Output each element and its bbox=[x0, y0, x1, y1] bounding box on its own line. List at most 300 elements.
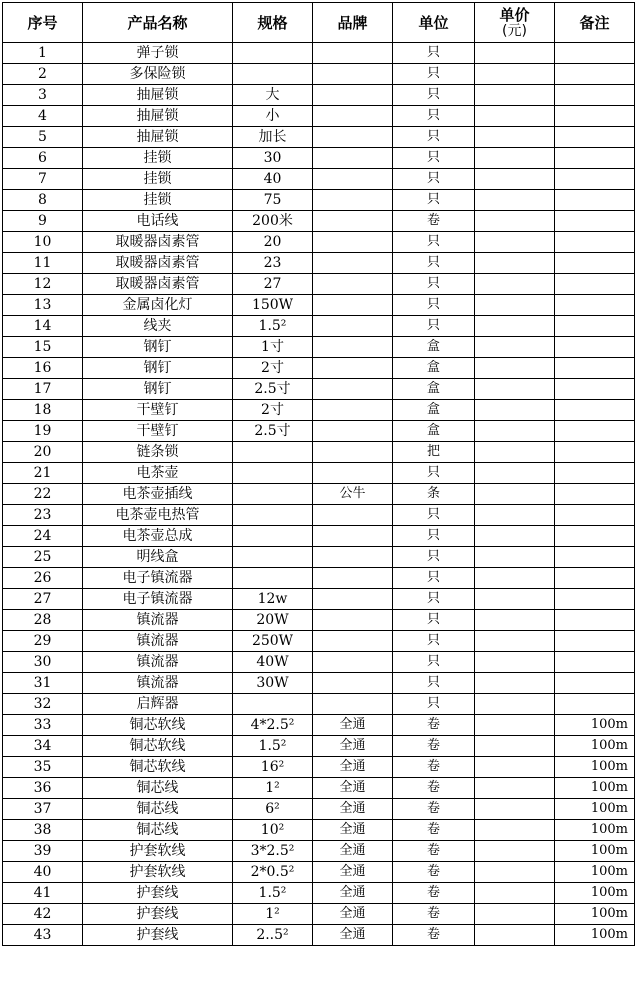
cell-unit-price bbox=[475, 190, 555, 211]
table-row bbox=[3, 820, 635, 841]
cell-remark bbox=[555, 169, 635, 190]
cell-seq: 27 bbox=[3, 589, 83, 610]
table-row bbox=[3, 64, 635, 85]
table-row bbox=[3, 127, 635, 148]
cell-unit-price bbox=[475, 337, 555, 358]
cell-spec bbox=[233, 463, 313, 484]
cell-product-name: 电子镇流器 bbox=[83, 589, 233, 610]
table-row bbox=[3, 925, 635, 946]
cell-remark bbox=[555, 253, 635, 274]
cell-brand bbox=[313, 610, 393, 631]
cell-unit: 只 bbox=[393, 652, 475, 673]
cell-unit: 只 bbox=[393, 463, 475, 484]
table-body bbox=[3, 43, 635, 946]
cell-seq: 30 bbox=[3, 652, 83, 673]
cell-spec: 1.5² bbox=[233, 736, 313, 757]
cell-seq: 42 bbox=[3, 904, 83, 925]
table-header-row bbox=[3, 3, 635, 43]
cell-unit: 只 bbox=[393, 526, 475, 547]
cell-brand bbox=[313, 85, 393, 106]
table-row bbox=[3, 778, 635, 799]
table-row bbox=[3, 190, 635, 211]
cell-brand bbox=[313, 127, 393, 148]
cell-remark bbox=[555, 610, 635, 631]
table-row bbox=[3, 652, 635, 673]
cell-remark bbox=[555, 295, 635, 316]
cell-remark: 100m bbox=[555, 862, 635, 883]
cell-product-name: 干壁钉 bbox=[83, 400, 233, 421]
cell-product-name: 启辉器 bbox=[83, 694, 233, 715]
header-brand: 品牌 bbox=[313, 3, 393, 43]
cell-unit-price bbox=[475, 358, 555, 379]
table-row bbox=[3, 337, 635, 358]
cell-seq: 38 bbox=[3, 820, 83, 841]
cell-remark: 100m bbox=[555, 883, 635, 904]
cell-product-name: 电子镇流器 bbox=[83, 568, 233, 589]
cell-spec: 1.5² bbox=[233, 316, 313, 337]
cell-unit-price bbox=[475, 379, 555, 400]
cell-brand bbox=[313, 253, 393, 274]
cell-brand bbox=[313, 631, 393, 652]
cell-brand: 全通 bbox=[313, 925, 393, 946]
cell-unit: 卷 bbox=[393, 820, 475, 841]
cell-remark: 100m bbox=[555, 715, 635, 736]
table-row bbox=[3, 316, 635, 337]
cell-spec bbox=[233, 505, 313, 526]
cell-spec: 40 bbox=[233, 169, 313, 190]
cell-unit-price bbox=[475, 568, 555, 589]
cell-unit: 只 bbox=[393, 64, 475, 85]
cell-seq: 31 bbox=[3, 673, 83, 694]
cell-brand: 全通 bbox=[313, 778, 393, 799]
table-row bbox=[3, 841, 635, 862]
cell-product-name: 抽屉锁 bbox=[83, 85, 233, 106]
cell-seq: 1 bbox=[3, 43, 83, 64]
cell-brand: 全通 bbox=[313, 736, 393, 757]
cell-unit: 卷 bbox=[393, 778, 475, 799]
cell-seq: 37 bbox=[3, 799, 83, 820]
cell-unit: 盒 bbox=[393, 337, 475, 358]
cell-spec: 1² bbox=[233, 778, 313, 799]
cell-brand bbox=[313, 148, 393, 169]
table-row bbox=[3, 799, 635, 820]
cell-unit-price bbox=[475, 127, 555, 148]
cell-product-name: 明线盒 bbox=[83, 547, 233, 568]
cell-product-name: 取暖器卤素管 bbox=[83, 274, 233, 295]
cell-product-name: 镇流器 bbox=[83, 673, 233, 694]
cell-spec: 2..5² bbox=[233, 925, 313, 946]
cell-product-name: 线夹 bbox=[83, 316, 233, 337]
cell-seq: 20 bbox=[3, 442, 83, 463]
cell-unit: 只 bbox=[393, 547, 475, 568]
cell-seq: 29 bbox=[3, 631, 83, 652]
cell-spec: 4*2.5² bbox=[233, 715, 313, 736]
cell-brand bbox=[313, 568, 393, 589]
cell-unit-price bbox=[475, 904, 555, 925]
cell-product-name: 电话线 bbox=[83, 211, 233, 232]
cell-unit-price bbox=[475, 820, 555, 841]
cell-unit: 只 bbox=[393, 673, 475, 694]
cell-seq: 13 bbox=[3, 295, 83, 316]
cell-seq: 2 bbox=[3, 64, 83, 85]
table-row bbox=[3, 274, 635, 295]
cell-remark: 100m bbox=[555, 841, 635, 862]
table-row bbox=[3, 505, 635, 526]
cell-spec: 小 bbox=[233, 106, 313, 127]
cell-spec: 20 bbox=[233, 232, 313, 253]
cell-spec: 1.5² bbox=[233, 883, 313, 904]
cell-unit-price bbox=[475, 505, 555, 526]
cell-unit-price bbox=[475, 757, 555, 778]
cell-unit-price bbox=[475, 442, 555, 463]
cell-seq: 9 bbox=[3, 211, 83, 232]
cell-unit-price bbox=[475, 925, 555, 946]
cell-seq: 16 bbox=[3, 358, 83, 379]
cell-remark bbox=[555, 379, 635, 400]
cell-unit: 把 bbox=[393, 442, 475, 463]
header-unit-price-currency: (元) bbox=[502, 22, 527, 39]
cell-seq: 34 bbox=[3, 736, 83, 757]
cell-unit: 卷 bbox=[393, 904, 475, 925]
cell-unit-price bbox=[475, 778, 555, 799]
cell-seq: 19 bbox=[3, 421, 83, 442]
cell-unit: 盒 bbox=[393, 400, 475, 421]
cell-product-name: 护套软线 bbox=[83, 862, 233, 883]
table-row bbox=[3, 211, 635, 232]
cell-seq: 17 bbox=[3, 379, 83, 400]
table-row bbox=[3, 547, 635, 568]
table-row bbox=[3, 904, 635, 925]
cell-seq: 24 bbox=[3, 526, 83, 547]
table-row bbox=[3, 253, 635, 274]
cell-product-name: 金属卤化灯 bbox=[83, 295, 233, 316]
cell-seq: 35 bbox=[3, 757, 83, 778]
cell-remark bbox=[555, 148, 635, 169]
cell-unit: 条 bbox=[393, 484, 475, 505]
cell-brand bbox=[313, 211, 393, 232]
cell-unit: 只 bbox=[393, 232, 475, 253]
table-row bbox=[3, 442, 635, 463]
cell-seq: 43 bbox=[3, 925, 83, 946]
cell-unit-price bbox=[475, 211, 555, 232]
cell-seq: 12 bbox=[3, 274, 83, 295]
cell-product-name: 抽屉锁 bbox=[83, 127, 233, 148]
cell-seq: 11 bbox=[3, 253, 83, 274]
cell-spec: 75 bbox=[233, 190, 313, 211]
header-spec: 规格 bbox=[233, 3, 313, 43]
cell-product-name: 镇流器 bbox=[83, 631, 233, 652]
cell-remark: 100m bbox=[555, 820, 635, 841]
cell-spec: 30W bbox=[233, 673, 313, 694]
cell-unit: 卷 bbox=[393, 799, 475, 820]
cell-unit-price bbox=[475, 652, 555, 673]
cell-remark bbox=[555, 484, 635, 505]
cell-spec: 10² bbox=[233, 820, 313, 841]
table-row bbox=[3, 715, 635, 736]
cell-seq: 15 bbox=[3, 337, 83, 358]
cell-product-name: 抽屉锁 bbox=[83, 106, 233, 127]
cell-remark bbox=[555, 589, 635, 610]
cell-brand bbox=[313, 526, 393, 547]
cell-seq: 39 bbox=[3, 841, 83, 862]
table-row bbox=[3, 757, 635, 778]
cell-product-name: 铜芯线 bbox=[83, 820, 233, 841]
header-seq: 序号 bbox=[3, 3, 83, 43]
cell-remark bbox=[555, 505, 635, 526]
cell-unit-price bbox=[475, 463, 555, 484]
cell-remark: 100m bbox=[555, 736, 635, 757]
cell-spec: 16² bbox=[233, 757, 313, 778]
cell-remark bbox=[555, 127, 635, 148]
cell-brand: 全通 bbox=[313, 904, 393, 925]
cell-remark: 100m bbox=[555, 904, 635, 925]
cell-unit-price bbox=[475, 631, 555, 652]
cell-product-name: 电茶壶 bbox=[83, 463, 233, 484]
cell-unit: 卷 bbox=[393, 736, 475, 757]
header-remark: 备注 bbox=[555, 3, 635, 43]
cell-unit-price bbox=[475, 64, 555, 85]
table-row bbox=[3, 358, 635, 379]
table-row bbox=[3, 400, 635, 421]
cell-remark bbox=[555, 106, 635, 127]
cell-spec bbox=[233, 43, 313, 64]
header-unit-price-label: 单价 bbox=[499, 5, 530, 24]
cell-unit: 只 bbox=[393, 85, 475, 106]
cell-remark: 100m bbox=[555, 925, 635, 946]
cell-brand bbox=[313, 652, 393, 673]
cell-unit: 卷 bbox=[393, 211, 475, 232]
cell-seq: 23 bbox=[3, 505, 83, 526]
cell-spec bbox=[233, 568, 313, 589]
table-row bbox=[3, 610, 635, 631]
header-unit-price bbox=[475, 3, 555, 43]
table-row bbox=[3, 148, 635, 169]
cell-brand bbox=[313, 547, 393, 568]
cell-product-name: 护套软线 bbox=[83, 841, 233, 862]
cell-spec: 40W bbox=[233, 652, 313, 673]
cell-product-name: 链条锁 bbox=[83, 442, 233, 463]
cell-unit-price bbox=[475, 316, 555, 337]
table-row bbox=[3, 862, 635, 883]
cell-brand bbox=[313, 232, 393, 253]
table-row bbox=[3, 295, 635, 316]
cell-spec: 2*0.5² bbox=[233, 862, 313, 883]
cell-remark bbox=[555, 400, 635, 421]
cell-spec bbox=[233, 547, 313, 568]
cell-remark: 100m bbox=[555, 799, 635, 820]
cell-brand bbox=[313, 442, 393, 463]
cell-remark: 100m bbox=[555, 757, 635, 778]
cell-unit-price bbox=[475, 106, 555, 127]
cell-unit-price bbox=[475, 715, 555, 736]
cell-unit: 只 bbox=[393, 694, 475, 715]
cell-brand bbox=[313, 421, 393, 442]
cell-spec: 2.5寸 bbox=[233, 379, 313, 400]
cell-product-name: 镇流器 bbox=[83, 610, 233, 631]
cell-remark bbox=[555, 694, 635, 715]
cell-unit: 盒 bbox=[393, 358, 475, 379]
cell-brand: 全通 bbox=[313, 715, 393, 736]
cell-brand bbox=[313, 316, 393, 337]
cell-brand: 全通 bbox=[313, 757, 393, 778]
table-row bbox=[3, 526, 635, 547]
cell-brand bbox=[313, 337, 393, 358]
cell-unit-price bbox=[475, 484, 555, 505]
table-row bbox=[3, 484, 635, 505]
table-row bbox=[3, 694, 635, 715]
cell-product-name: 电茶壶插线 bbox=[83, 484, 233, 505]
cell-unit: 只 bbox=[393, 253, 475, 274]
cell-unit: 只 bbox=[393, 190, 475, 211]
cell-seq: 33 bbox=[3, 715, 83, 736]
cell-spec: 12w bbox=[233, 589, 313, 610]
cell-product-name: 铜芯软线 bbox=[83, 715, 233, 736]
cell-product-name: 挂锁 bbox=[83, 169, 233, 190]
cell-brand bbox=[313, 106, 393, 127]
cell-product-name: 弹子锁 bbox=[83, 43, 233, 64]
cell-brand bbox=[313, 589, 393, 610]
cell-spec: 1寸 bbox=[233, 337, 313, 358]
cell-product-name: 取暖器卤素管 bbox=[83, 253, 233, 274]
cell-unit: 卷 bbox=[393, 883, 475, 904]
cell-unit-price bbox=[475, 883, 555, 904]
cell-product-name: 挂锁 bbox=[83, 148, 233, 169]
cell-seq: 26 bbox=[3, 568, 83, 589]
cell-spec bbox=[233, 694, 313, 715]
cell-spec: 2寸 bbox=[233, 400, 313, 421]
cell-remark bbox=[555, 442, 635, 463]
cell-spec: 3*2.5² bbox=[233, 841, 313, 862]
cell-spec: 加长 bbox=[233, 127, 313, 148]
cell-unit: 只 bbox=[393, 43, 475, 64]
cell-brand bbox=[313, 43, 393, 64]
cell-spec: 150W bbox=[233, 295, 313, 316]
cell-unit: 只 bbox=[393, 127, 475, 148]
cell-brand bbox=[313, 64, 393, 85]
cell-spec: 1² bbox=[233, 904, 313, 925]
cell-remark bbox=[555, 85, 635, 106]
cell-unit-price bbox=[475, 148, 555, 169]
cell-product-name: 护套线 bbox=[83, 883, 233, 904]
cell-seq: 36 bbox=[3, 778, 83, 799]
cell-unit-price bbox=[475, 526, 555, 547]
cell-unit-price bbox=[475, 43, 555, 64]
cell-remark bbox=[555, 190, 635, 211]
cell-brand bbox=[313, 505, 393, 526]
table-row bbox=[3, 43, 635, 64]
cell-unit: 只 bbox=[393, 505, 475, 526]
cell-brand bbox=[313, 190, 393, 211]
cell-brand: 全通 bbox=[313, 862, 393, 883]
cell-brand bbox=[313, 169, 393, 190]
table-row bbox=[3, 736, 635, 757]
cell-remark bbox=[555, 547, 635, 568]
cell-remark bbox=[555, 358, 635, 379]
cell-brand: 全通 bbox=[313, 820, 393, 841]
table-row bbox=[3, 379, 635, 400]
cell-product-name: 铜芯线 bbox=[83, 778, 233, 799]
cell-product-name: 电茶壶总成 bbox=[83, 526, 233, 547]
cell-unit: 只 bbox=[393, 589, 475, 610]
cell-spec bbox=[233, 526, 313, 547]
cell-product-name: 钢钉 bbox=[83, 358, 233, 379]
cell-seq: 3 bbox=[3, 85, 83, 106]
cell-product-name: 铜芯线 bbox=[83, 799, 233, 820]
cell-spec: 23 bbox=[233, 253, 313, 274]
cell-spec: 2.5寸 bbox=[233, 421, 313, 442]
cell-spec: 2寸 bbox=[233, 358, 313, 379]
cell-spec: 250W bbox=[233, 631, 313, 652]
cell-remark bbox=[555, 64, 635, 85]
cell-seq: 18 bbox=[3, 400, 83, 421]
cell-seq: 14 bbox=[3, 316, 83, 337]
cell-remark bbox=[555, 673, 635, 694]
cell-seq: 5 bbox=[3, 127, 83, 148]
cell-unit: 卷 bbox=[393, 841, 475, 862]
cell-unit-price bbox=[475, 610, 555, 631]
cell-brand bbox=[313, 295, 393, 316]
cell-unit-price bbox=[475, 274, 555, 295]
cell-seq: 8 bbox=[3, 190, 83, 211]
cell-unit-price bbox=[475, 421, 555, 442]
cell-remark bbox=[555, 652, 635, 673]
cell-product-name: 铜芯软线 bbox=[83, 736, 233, 757]
cell-remark bbox=[555, 232, 635, 253]
cell-spec: 20W bbox=[233, 610, 313, 631]
cell-seq: 10 bbox=[3, 232, 83, 253]
cell-seq: 21 bbox=[3, 463, 83, 484]
cell-remark bbox=[555, 337, 635, 358]
table-row bbox=[3, 106, 635, 127]
cell-unit-price bbox=[475, 589, 555, 610]
table-row bbox=[3, 673, 635, 694]
cell-unit: 盒 bbox=[393, 421, 475, 442]
cell-unit-price bbox=[475, 694, 555, 715]
cell-unit-price bbox=[475, 253, 555, 274]
cell-unit-price bbox=[475, 673, 555, 694]
cell-unit: 卷 bbox=[393, 757, 475, 778]
cell-unit: 只 bbox=[393, 568, 475, 589]
cell-unit: 只 bbox=[393, 610, 475, 631]
cell-remark bbox=[555, 43, 635, 64]
cell-product-name: 铜芯软线 bbox=[83, 757, 233, 778]
cell-brand bbox=[313, 673, 393, 694]
cell-brand bbox=[313, 379, 393, 400]
cell-product-name: 电茶壶电热管 bbox=[83, 505, 233, 526]
cell-spec: 大 bbox=[233, 85, 313, 106]
cell-remark: 100m bbox=[555, 778, 635, 799]
cell-brand bbox=[313, 694, 393, 715]
cell-unit: 卷 bbox=[393, 925, 475, 946]
cell-brand: 公牛 bbox=[313, 484, 393, 505]
cell-remark bbox=[555, 316, 635, 337]
cell-product-name: 钢钉 bbox=[83, 337, 233, 358]
cell-unit-price bbox=[475, 547, 555, 568]
cell-seq: 41 bbox=[3, 883, 83, 904]
cell-spec: 200米 bbox=[233, 211, 313, 232]
cell-product-name: 挂锁 bbox=[83, 190, 233, 211]
table-row bbox=[3, 631, 635, 652]
cell-unit: 只 bbox=[393, 316, 475, 337]
cell-brand bbox=[313, 274, 393, 295]
cell-remark bbox=[555, 526, 635, 547]
cell-unit: 只 bbox=[393, 148, 475, 169]
cell-spec bbox=[233, 484, 313, 505]
cell-spec: 6² bbox=[233, 799, 313, 820]
cell-spec bbox=[233, 64, 313, 85]
cell-unit: 只 bbox=[393, 295, 475, 316]
cell-unit-price bbox=[475, 400, 555, 421]
